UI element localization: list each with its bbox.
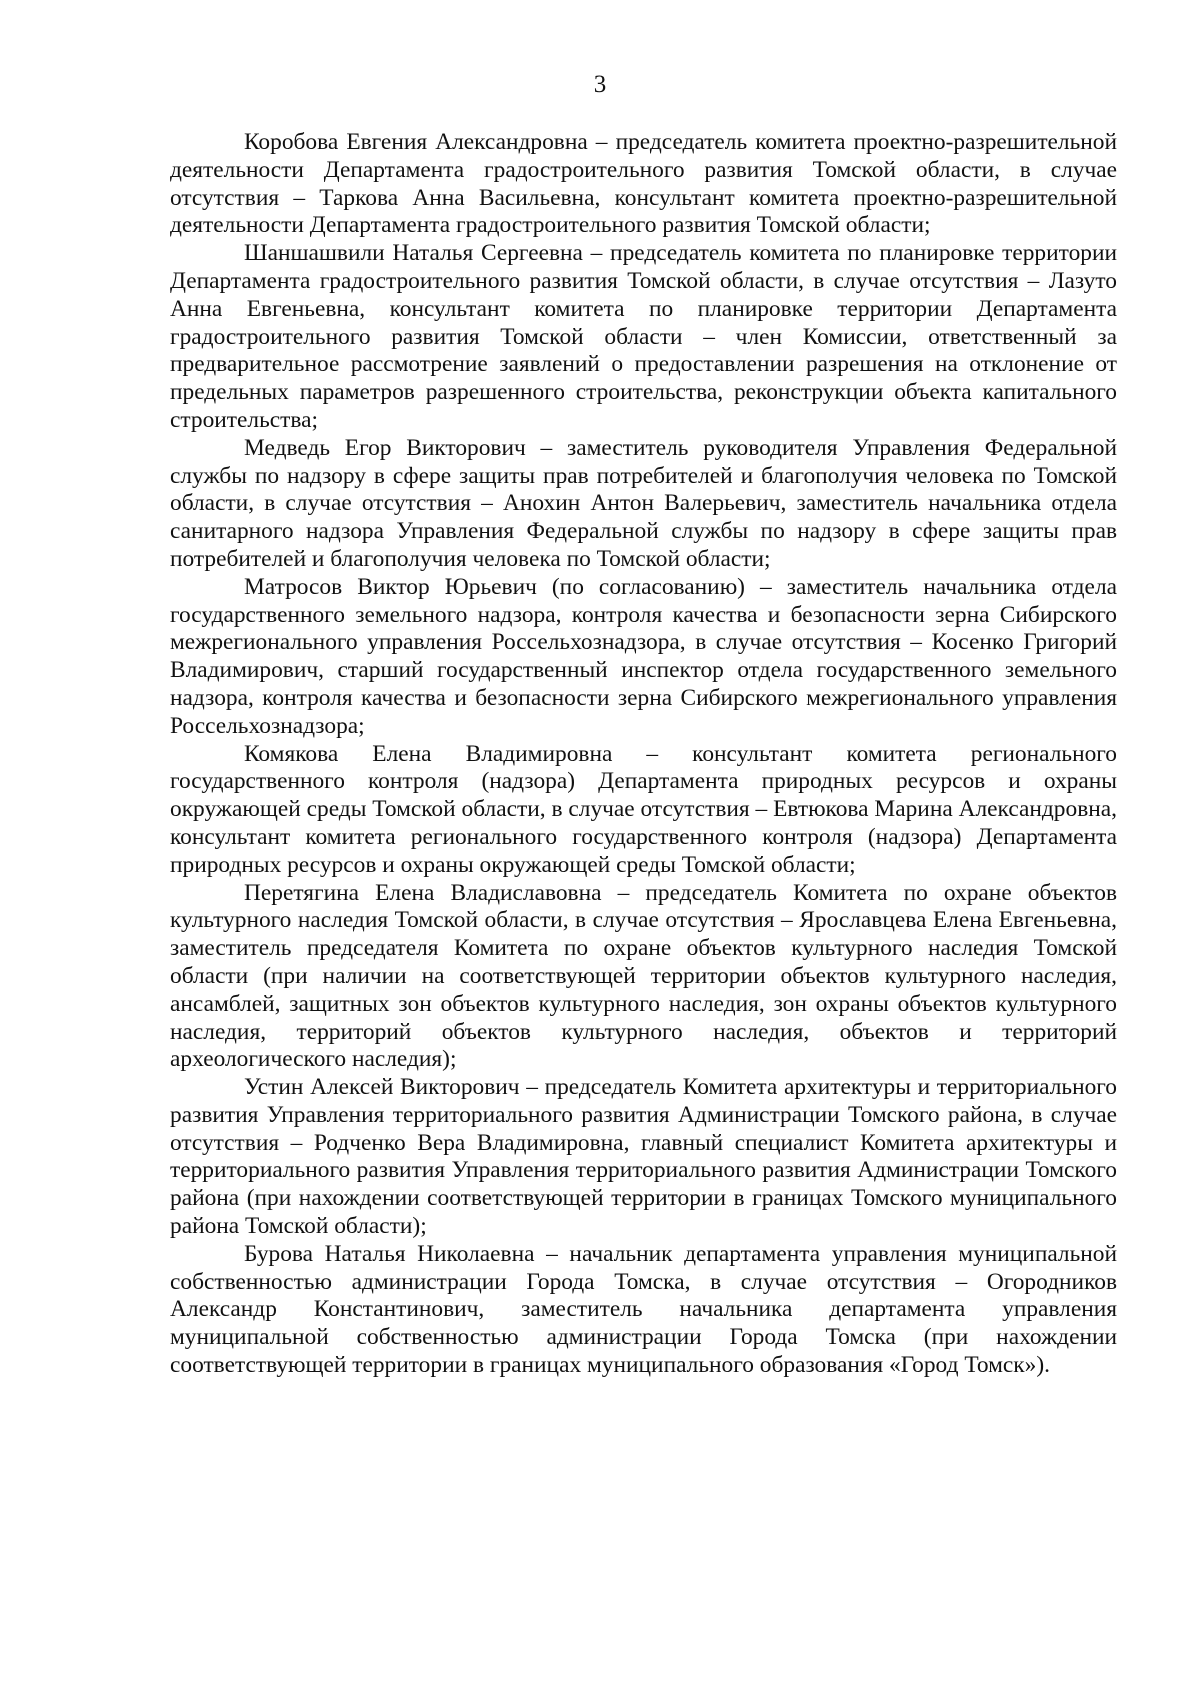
paragraph-ustin: Устин Алексей Викторович – председатель Комитета архитектуры и территориального развития Управления территориального развития Администрации Томского района, в случае отсутствия – Родченко Вера Владимировна, главный специалист Комитета архитектуры и территориального развития Управления территориального развития Администрации Томского района (при нахождении соответствующей территории в границах Томского муниципального района Томской области); [170, 1074, 1117, 1240]
paragraph-shanshashvili: Шаншашвили Наталья Сергеевна – председатель комитета по планировке территории Департамента градостроительного развития Томской области, в случае отсутствия – Лазуто Анна Евгеньевна, консультант комитета по планировке территории Департамента градостроительного развития Томской области – член Комиссии, ответственный за предварительное рассмотрение заявлений о предоставлении разрешения на отклонение от предельных параметров разрешенного строительства, реконструкции объекта капитального строительства; [170, 240, 1117, 433]
paragraph-korobova: Коробова Евгения Александровна – председатель комитета проектно-разрешительной деятельности Департамента градостроительного развития Томской области, в случае отсутствия – Таркова Анна Васильевна, консультант комитета проектно-разрешительной деятельности Департамента градостроительного развития Томской области; [170, 129, 1117, 239]
page-number: 3 [593, 71, 607, 98]
paragraph-burova: Бурова Наталья Николаевна – начальник департамента управления муниципальной собственностью администрации Города Томска, в случае отсутствия – Огородников Александр Константинович, заместитель начальника департамента управления муниципальной собственностью администрации Города Томска (при нахождении соответствующей территории в границах муниципального образования «Город Томск»). [170, 1240, 1117, 1379]
paragraph-peretyagina: Перетягина Елена Владиславовна – председатель Комитета по охране объектов культурного наследия Томской области, в случае отсутствия – Ярославцева Елена Евгеньевна, заместитель председателя Комитета по охране объектов культурного наследия Томской области (при наличии на соответствующей территории объектов культурного наследия, ансамблей, защитных зон объектов культурного наследия, зон охраны объектов культурного наследия, территорий объектов культурного наследия, объектов и территорий археологического наследия); [170, 879, 1117, 1073]
document-body [170, 129, 1117, 1380]
paragraph-komyakova: Комякова Елена Владимировна – консультант комитета регионального государственного контроля (надзора) Департамента природных ресурсов и охраны окружающей среды Томской области, в случае отсутствия – Евтюкова Марина Александровна, консультант комитета регионального государственного контроля (надзора) Департамента природных ресурсов и охраны окружающей среды Томской области; [170, 740, 1117, 878]
paragraph-medved: Медведь Егор Викторович – заместитель руководителя Управления Федеральной службы по надзору в сфере защиты прав потребителей и благополучия человека по Томской области, в случае отсутствия – Анохин Антон Валерьевич, заместитель начальника отдела санитарного надзора Управления Федеральной службы по надзору в сфере защиты прав потребителей и благополучия человека по Томской области; [170, 434, 1117, 572]
paragraph-matrosov: Матросов Виктор Юрьевич (по согласованию) – заместитель начальника отдела государственного земельного надзора, контроля качества и безопасности зерна Сибирского межрегионального управления Россельхознадзора, в случае отсутствия – Косенко Григорий Владимирович, старший государственный инспектор отдела государственного земельного надзора, контроля качества и безопасности зерна Сибирского межрегионального управления Россельхознадзора; [170, 573, 1117, 739]
